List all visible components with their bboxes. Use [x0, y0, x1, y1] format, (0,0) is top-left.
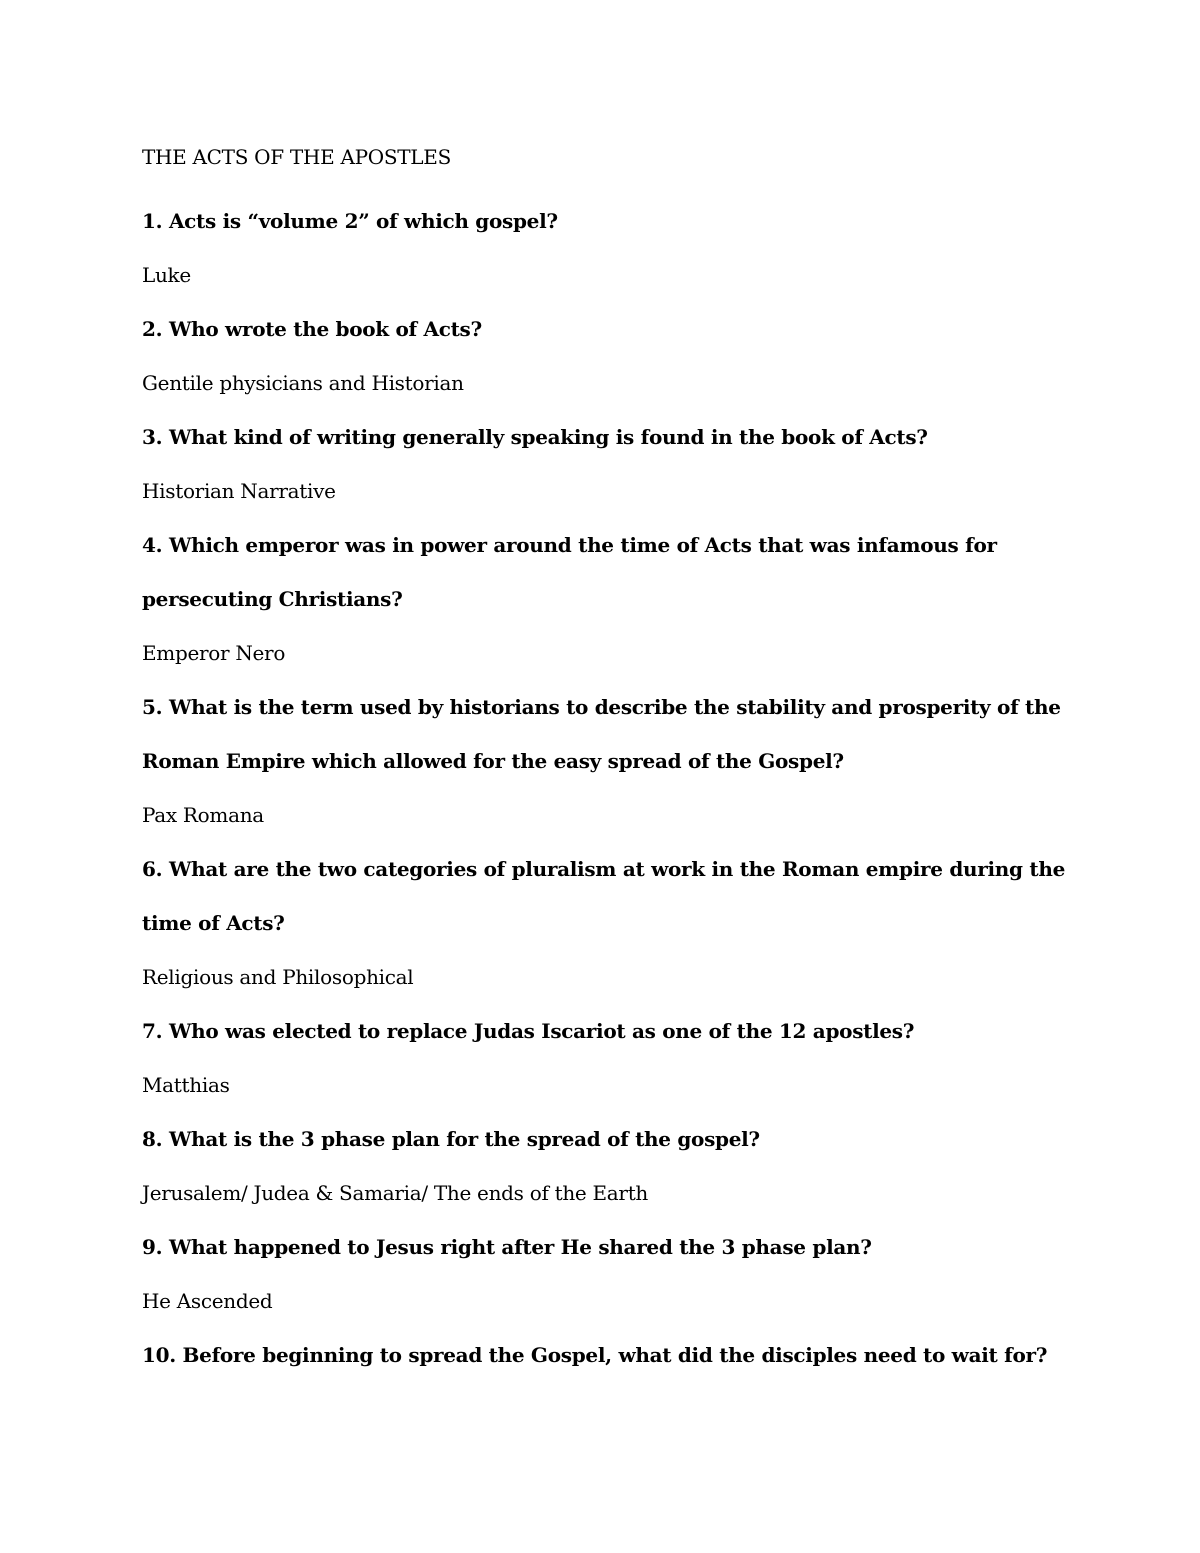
qa-item-3 — [142, 410, 1072, 518]
question-1: 1. Acts is “volume 2” of which gospel? — [142, 209, 558, 233]
answer-1: Luke — [142, 263, 191, 287]
question-6: 6. What are the two categories of pluralism at work in the Roman empire during the time of Acts? — [142, 857, 1065, 935]
qa-item-6 — [142, 842, 1072, 1004]
answer-2: Gentile physicians and Historian — [142, 371, 464, 395]
question-2: 2. Who wrote the book of Acts? — [142, 317, 482, 341]
qa-item-4 — [142, 518, 1072, 680]
question-4: 4. Which emperor was in power around the time of Acts that was infamous for persecuting Christians? — [142, 533, 997, 611]
question-9: 9. What happened to Jesus right after He shared the 3 phase plan? — [142, 1235, 872, 1259]
qa-item-8 — [142, 1112, 1072, 1220]
answer-6: Religious and Philosophical — [142, 965, 414, 989]
qa-item-5 — [142, 680, 1072, 842]
answer-8: Jerusalem/ Judea & Samaria/ The ends of the Earth — [142, 1181, 649, 1205]
qa-list — [142, 194, 1072, 1382]
answer-4: Emperor Nero — [142, 641, 286, 665]
answer-7: Matthias — [142, 1073, 230, 1097]
qa-item-7 — [142, 1004, 1072, 1112]
answer-3: Historian Narrative — [142, 479, 336, 503]
question-3: 3. What kind of writing generally speaking is found in the book of Acts? — [142, 425, 928, 449]
document-title: THE ACTS OF THE APOSTLES — [142, 145, 451, 169]
qa-item-2 — [142, 302, 1072, 410]
qa-item-1 — [142, 194, 1072, 302]
document-page — [142, 140, 1072, 1382]
question-10: 10. Before beginning to spread the Gospel, what did the disciples need to wait for? — [142, 1343, 1048, 1367]
question-7: 7. Who was elected to replace Judas Iscariot as one of the 12 apostles? — [142, 1019, 915, 1043]
question-8: 8. What is the 3 phase plan for the spread of the gospel? — [142, 1127, 760, 1151]
answer-5: Pax Romana — [142, 803, 264, 827]
answer-9: He Ascended — [142, 1289, 273, 1313]
qa-item-9 — [142, 1220, 1072, 1328]
question-5: 5. What is the term used by historians to describe the stability and prosperity of the Roman Empire which allowed for the easy spread of the Gospel? — [142, 695, 1061, 773]
qa-item-10 — [142, 1328, 1072, 1382]
